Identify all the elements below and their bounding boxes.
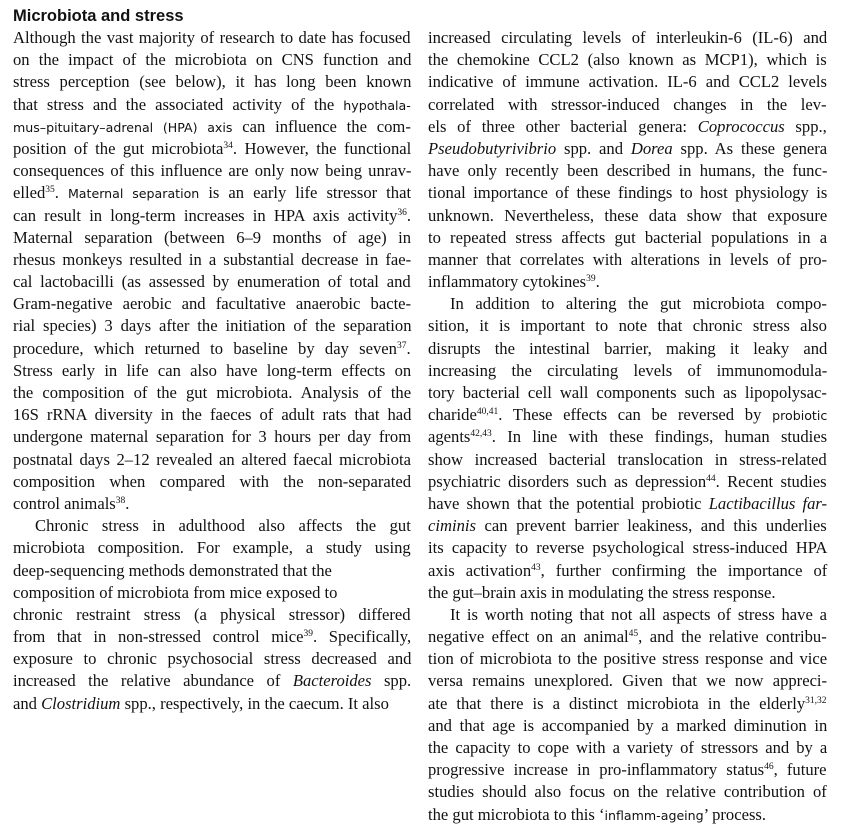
text-run: inflammatory cytokines	[428, 272, 587, 292]
text-run: charide	[428, 405, 477, 425]
citation-superscript: 39	[586, 274, 596, 285]
text-run: probiotic	[772, 408, 828, 424]
text-line	[428, 715, 827, 737]
text-run: spp.	[371, 671, 412, 691]
text-line	[13, 293, 411, 315]
text-run: increasing the circulating levels of immunomodula-	[428, 360, 828, 380]
text-run: exposure to chronic psychosocial stress decreased and	[13, 649, 412, 669]
text-line	[428, 382, 827, 404]
text-line	[13, 160, 411, 182]
text-run: can prevent barrier leakiness, and this underlies	[475, 516, 827, 536]
text-line	[428, 560, 827, 582]
text-run: show increased bacterial translocation in stress-related	[428, 449, 827, 469]
text-run: , further confirming the importance of	[540, 560, 828, 580]
text-line	[13, 515, 411, 537]
text-line	[13, 271, 411, 293]
text-run: axis activation	[428, 560, 532, 580]
text-line	[428, 604, 827, 626]
text-run: negative effect on an animal	[428, 627, 629, 647]
text-line	[13, 182, 411, 204]
text-line	[13, 49, 411, 71]
text-line	[428, 205, 827, 227]
text-run: .	[406, 205, 412, 225]
text-run: Chronic stress in adulthood also affects the gut	[35, 516, 411, 536]
text-run: can result in long-term increases in HPA axis activity	[13, 205, 398, 225]
text-line	[13, 604, 411, 626]
left-column	[13, 27, 411, 715]
italic-term: ciminis	[428, 516, 476, 536]
text-line	[428, 293, 827, 315]
text-line	[13, 648, 411, 670]
text-run: studies should also focus on the relative contribution of	[428, 782, 827, 802]
text-run: increased the relative abundance of	[13, 671, 293, 691]
citation-superscript: 40,41	[476, 407, 499, 418]
text-run: tory bacterial cell wall components such as lipopolysac-	[428, 383, 827, 402]
citation-superscript: 37	[396, 340, 407, 351]
text-line	[13, 426, 411, 448]
text-line	[428, 693, 827, 715]
text-run: and that age is accompanied by a marked diminution in	[428, 715, 828, 735]
text-line	[13, 138, 411, 160]
text-run: unknown. Nevertheless, these data show that exposure	[428, 205, 828, 225]
text-run: rhesus monkeys resulted in a substantial decrease in fae-	[13, 249, 412, 269]
text-run: from that in non-stressed control mice	[13, 627, 304, 647]
text-run: indicative of immune activation. IL-6 and CCL2 levels	[428, 72, 827, 92]
text-run: 16S rRNA diversity in the faeces of adult rats that had	[13, 405, 412, 425]
text-line	[13, 404, 411, 426]
text-run: composition when compared with the non-separated	[13, 471, 411, 491]
citation-superscript: 31,32	[805, 695, 827, 706]
text-run: composition of microbiota from mice exposed to	[13, 582, 338, 602]
text-line	[428, 426, 827, 448]
text-line	[13, 670, 411, 692]
text-line	[428, 138, 827, 160]
citation-superscript: 42,43	[470, 429, 492, 440]
text-run: . In line with these findings, human studies	[491, 427, 828, 447]
text-run: consequences of this influence are only now being unrav-	[13, 161, 412, 181]
text-line	[13, 360, 411, 382]
text-run: , future	[773, 760, 827, 780]
text-line	[428, 27, 827, 49]
text-run: cal lactobacilli (as assessed by enumeration of total and	[13, 272, 411, 292]
citation-superscript: 36	[397, 207, 407, 218]
text-line	[428, 471, 827, 493]
text-run: .	[595, 272, 600, 292]
text-run: .	[125, 493, 130, 513]
text-run: progressive increase in pro-inflammatory status	[428, 760, 765, 780]
text-line	[428, 160, 827, 182]
text-run: ’ process.	[703, 804, 767, 824]
text-line	[428, 227, 827, 249]
text-run: to repeated stress affects gut bacterial populations in a	[428, 227, 828, 247]
text-run: mus–pituitary–adrenal (HPA) axis	[13, 119, 233, 135]
text-run: In addition to altering the gut microbiota compo-	[450, 294, 827, 314]
text-run: . However, the functional	[232, 138, 412, 158]
text-line	[428, 493, 827, 515]
italic-term: Pseudobutyrivibrio	[428, 138, 557, 158]
text-line	[13, 27, 411, 49]
text-run: agents	[428, 427, 471, 447]
text-line	[428, 315, 827, 337]
italic-term: Coprococcus	[697, 116, 785, 136]
citation-superscript: 38	[115, 495, 126, 506]
text-run: have only recently been described in humans, the func-	[428, 161, 828, 181]
text-run: els of three other bacterial genera:	[428, 116, 698, 136]
text-line	[428, 515, 827, 537]
text-line	[13, 315, 411, 337]
text-run: procedure, which returned to baseline by day seven	[13, 338, 397, 358]
text-run: Maternal separation (between 6–9 months of age) in	[13, 227, 411, 247]
text-run: spp.,	[784, 116, 827, 136]
text-line	[13, 449, 411, 471]
text-run: elled	[13, 183, 46, 203]
italic-term: Bacteroides	[292, 671, 372, 691]
text-line	[428, 781, 827, 803]
text-line	[428, 759, 827, 781]
text-line	[428, 626, 827, 648]
text-line	[428, 537, 827, 559]
text-run: the chemokine CCL2 (also known as MCP1), which is	[428, 50, 827, 70]
text-run: increased circulating levels of interleukin-6 (IL-6) and	[428, 28, 828, 47]
text-line	[428, 582, 827, 604]
text-run: tion of microbiota to the positive stress response and vice	[428, 649, 828, 669]
text-run: disrupts the intestinal barrier, making it leaky and	[428, 338, 828, 358]
text-run: its capacity to reverse psychological stress-induced HPA	[428, 538, 828, 558]
text-run: that stress and the associated activity of the	[13, 94, 344, 114]
text-run: can influence the com-	[232, 116, 411, 136]
text-line	[428, 449, 827, 471]
citation-superscript: 35	[45, 185, 55, 196]
text-run: stress perception (see below), it has long been known	[13, 72, 412, 92]
text-line	[428, 71, 827, 93]
text-line	[13, 205, 411, 227]
text-run: .	[54, 183, 68, 203]
text-line	[428, 49, 827, 71]
text-run: control animals	[13, 493, 116, 513]
text-run: .	[406, 338, 411, 358]
citation-superscript: 46	[764, 762, 774, 773]
text-line	[428, 404, 827, 426]
text-run: postnatal days 2–12 revealed an altered faecal microbiota	[13, 449, 412, 469]
text-run: Gram-negative aerobic and facultative anaerobic bacte-	[13, 294, 412, 314]
text-line	[13, 582, 411, 604]
citation-superscript: 44	[706, 473, 716, 484]
text-line	[428, 271, 827, 293]
text-run: rial species) 3 days after the initiation of the separation	[13, 316, 412, 336]
text-run: . Recent studies	[715, 471, 827, 491]
text-run: spp. and	[556, 138, 631, 158]
citation-superscript: 34	[223, 140, 233, 151]
text-run: , and the relative contribu-	[638, 627, 827, 647]
text-run: sition, it is important to note that chronic stress also	[428, 316, 827, 336]
text-line	[13, 693, 411, 715]
text-run: chronic restraint stress (a physical stressor) differed	[13, 604, 411, 624]
text-run: . Specifically,	[313, 627, 412, 647]
text-line	[428, 94, 827, 116]
text-run: tional importance of these findings to host physiology is	[428, 183, 828, 203]
text-line	[13, 537, 411, 559]
text-run: on the impact of the microbiota on CNS function and	[13, 50, 412, 70]
text-run: correlated with stressor-induced changes in the lev-	[428, 94, 827, 114]
text-run: Although the vast majority of research to date has focused	[13, 28, 411, 47]
text-run: hypothala-	[343, 97, 411, 113]
text-run: the gut microbiota to this ‘	[428, 804, 605, 824]
italic-term: Clostridium	[41, 693, 121, 713]
text-run: the composition of the gut microbiota. Analysis of the	[13, 383, 412, 402]
text-line	[13, 471, 411, 493]
citation-superscript: 45	[628, 629, 639, 640]
text-run: microbiota composition. For example, a study using	[13, 538, 411, 558]
text-run: is an early life stressor that	[199, 183, 412, 203]
right-column	[428, 27, 827, 826]
text-run: deep-sequencing methods demonstrated that the	[13, 560, 332, 580]
text-run: ate that there is a distinct microbiota in the elderly	[428, 693, 806, 713]
text-line	[428, 648, 827, 670]
text-run: position of the gut microbiota	[13, 138, 224, 158]
text-run: versa remains unexplored. Given that we now appreci-	[428, 671, 828, 691]
text-run: the gut–brain axis in modulating the stress response.	[428, 582, 776, 602]
text-line	[428, 360, 827, 382]
text-line	[428, 182, 827, 204]
text-line	[13, 493, 411, 515]
text-run: inflamm-ageing	[604, 807, 704, 823]
text-run: manner that correlates with alterations in levels of pro-	[428, 249, 828, 269]
text-line	[428, 670, 827, 692]
text-line	[13, 249, 411, 271]
section-heading: Microbiota and stress	[13, 7, 184, 25]
text-run: have shown that the potential probiotic	[428, 493, 709, 513]
text-run: psychiatric disorders such as depression	[428, 471, 707, 491]
text-run: spp. As these genera	[672, 138, 828, 158]
italic-term: Lactibacillus far-	[708, 493, 828, 513]
citation-superscript: 39	[303, 629, 313, 640]
text-line	[13, 338, 411, 360]
text-line	[428, 338, 827, 360]
text-line	[428, 249, 827, 271]
text-line	[13, 94, 411, 116]
text-line	[428, 804, 827, 826]
citation-superscript: 43	[531, 562, 541, 573]
text-line	[13, 626, 411, 648]
text-line	[428, 116, 827, 138]
text-run: . These effects can be reversed by	[498, 405, 773, 425]
text-line	[13, 560, 411, 582]
text-run: Maternal separation	[67, 186, 200, 202]
text-line	[13, 116, 411, 138]
text-line	[428, 737, 827, 759]
text-run: Stress early in life can also have long-term effects on	[13, 360, 412, 380]
text-line	[13, 382, 411, 404]
text-run: the capacity to cope with a variety of stressors and by a	[428, 738, 828, 757]
italic-term: Dorea	[630, 138, 673, 158]
text-line	[13, 227, 411, 249]
text-line	[13, 71, 411, 93]
text-run: spp., respectively, in the caecum. It also	[120, 693, 389, 713]
text-run: It is worth noting that not all aspects of stress have a	[450, 604, 827, 624]
text-run: undergone maternal separation for 3 hours per day from	[13, 427, 412, 447]
text-run: and	[13, 693, 42, 713]
